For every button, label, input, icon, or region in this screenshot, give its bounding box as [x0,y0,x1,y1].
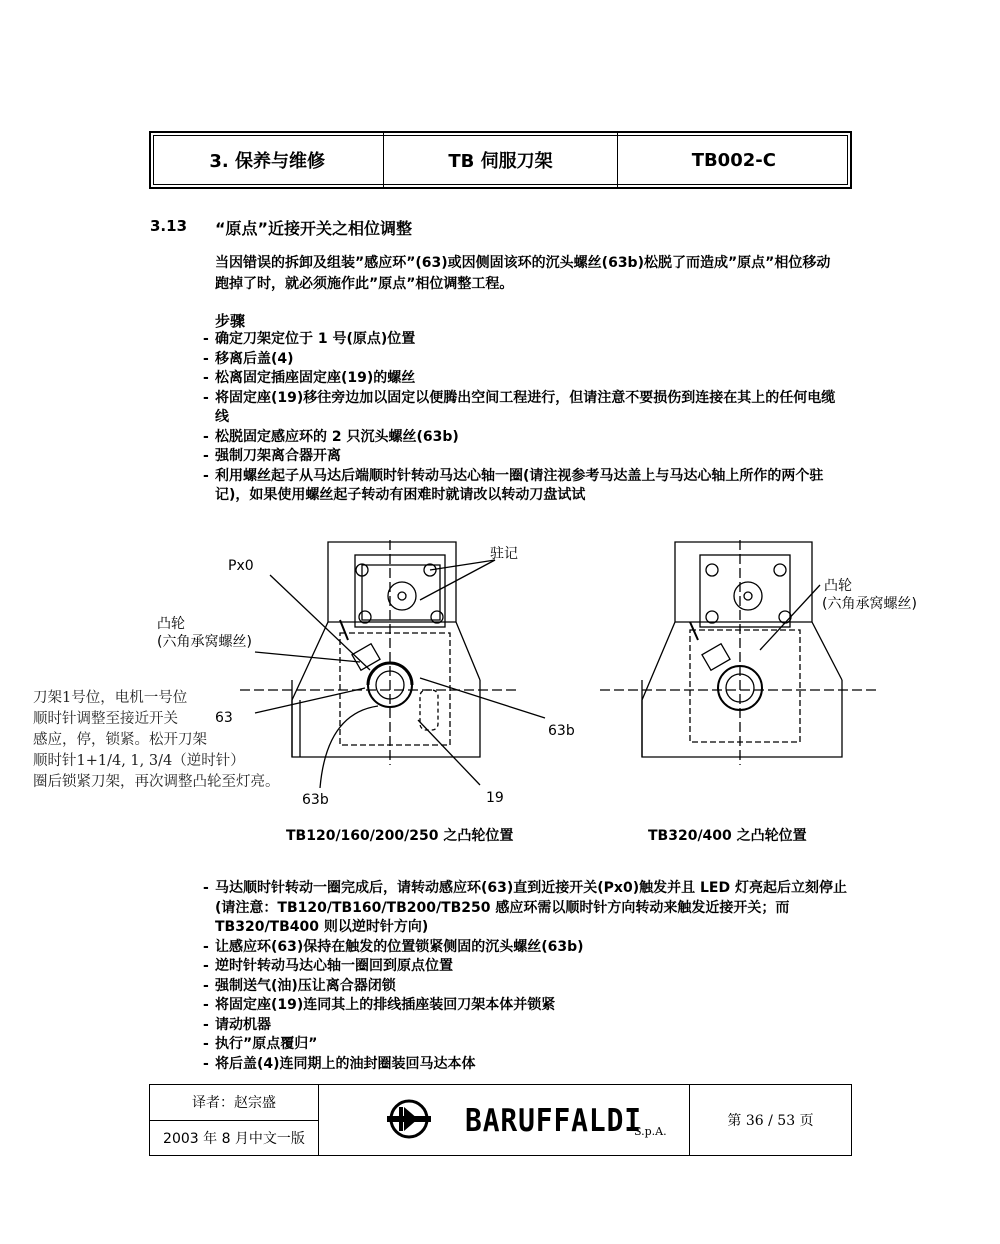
list-item: - 将固定座(19)连同其上的排线插座装回刀架本体并锁紧 [203,996,853,1016]
handwritten-note [33,688,280,793]
footer-table [149,1084,852,1156]
section-title: “原点”近接开关之相位调整 [215,219,413,238]
header-code: TB002-C [691,149,776,171]
edition: 2003 年 8 月中文一版 [163,1130,305,1147]
steps-title: 步骤 [215,312,246,330]
right-machine-drawing [600,540,880,765]
note-line: 顺时针1+1/4, 1, 3/4（逆时针） [33,753,245,769]
label-cam-sub-left: (六角承窝螺丝) [157,634,252,650]
translator: 译者：赵宗盛 [150,1085,318,1121]
label-63: 63 [215,710,233,726]
brand-name: BARUFFALDI [465,1103,642,1139]
steps-list-1 [203,330,853,506]
caption-right: TB320/400 之凸轮位置 [648,828,807,844]
note-line: 圈后锁紧刀架，再次调整凸轮至灯亮。 [33,774,280,790]
list-item: - 逆时针转动马达心轴一圈回到原点位置 [203,957,853,977]
caption-left: TB120/160/200/250 之凸轮位置 [286,828,514,844]
note-line: 刀架1号位，电机一号位 [33,690,188,706]
list-item: - 将后盖(4)连同期上的油封圈装回马达本体 [203,1055,853,1075]
left-machine-drawing [240,540,520,765]
note-line: 感应，停，锁紧。松开刀架 [33,732,207,748]
list-item: - 执行”原点覆归” [203,1035,853,1055]
list-item: - 松离固定插座固定座(19)的螺丝 [203,369,853,389]
header-table [149,131,852,189]
label-19: 19 [486,790,504,806]
note-line: 顺时针调整至接近开关 [33,711,178,727]
list-item: - 利用螺丝起子从马达后端顺时针转动马达心轴一圈(请注视参考马达盖上与马达心轴上所作的两个驻记)，如果使用螺丝起子转动有困难时就请改以转动刀盘试试 [203,467,845,506]
list-item: - 松脱固定感应环的 2 只沉头螺丝(63b) [203,428,853,448]
label-cam-left: 凸轮 [157,616,185,632]
brand-block [319,1085,690,1155]
list-item: - 强制送气(油)压让离合器闭锁 [203,977,853,997]
list-item: - 移离后盖(4) [203,350,853,370]
steps-list-2 [203,879,853,1074]
brand-suffix: S.p.A. [634,1125,667,1138]
label-cam-right: 凸轮 [824,578,852,594]
label-63b-bottom: 63b [302,792,329,808]
list-item: - 让感应环(63)保持在触发的位置锁紧侧固的沉头螺丝(63b) [203,938,853,958]
list-item: - 强制刀架离合器开离 [203,447,853,467]
list-item: - 将固定座(19)移往旁边加以固定以便腾出空间工程进行，但请注意不要损伤到连接在其上的任何电缆线 [203,389,845,428]
label-63b-right: 63b [548,723,575,739]
list-item: - 请动机器 [203,1016,853,1036]
header-chapter: 3. 保养与维修 [151,133,384,187]
label-cam-sub-right: (六角承窝螺丝) [822,596,917,612]
label-px0: Px0 [228,558,254,574]
label-marks: 驻记 [490,546,518,562]
section-number: 3.13 [150,217,188,235]
header-product: TB 伺服刀架 [384,133,617,187]
list-item: - 确定刀架定位于 1 号(原点)位置 [203,330,853,350]
list-item: - 马达顺时针转动一圈完成后，请转动感应环(63)直到近接开关(Px0)触发并且 LED 灯亮起后立刻停止(请注意：TB120/TB160/TB200/TB250 感应环需以顺时针方向转动来触发近接开关；而 TB320/TB400 则以逆时针方向) [203,879,855,938]
baruffaldi-logo-icon [382,1099,440,1139]
section-intro: 当因错误的拆卸及组装”感应环”(63)或因侧固该环的沉头螺丝(63b)松脱了而造成”原点”相位移动跑掉了时，就必须施作此”原点”相位调整工程。 [215,255,831,292]
page-number: 第 36 / 53 页 [727,1113,814,1129]
